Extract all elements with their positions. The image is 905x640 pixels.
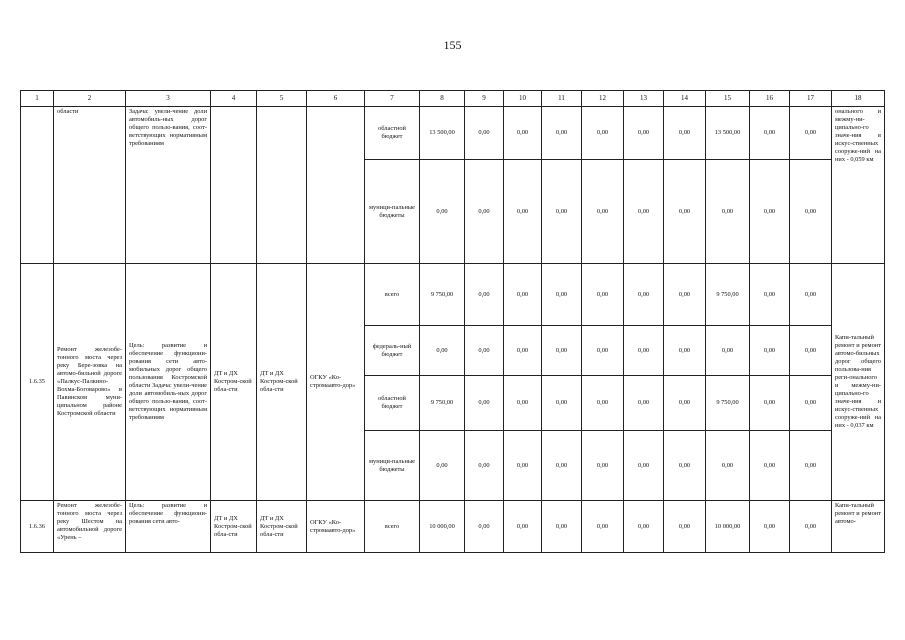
- cell-value: 13 500,00: [420, 107, 465, 160]
- col-header: 2: [54, 91, 126, 107]
- cell-value: 0,00: [624, 107, 664, 160]
- col-header: 7: [365, 91, 420, 107]
- cell-value: 0,00: [542, 264, 582, 326]
- cell-value: 0,00: [664, 501, 706, 553]
- cell-value: 9 750,00: [420, 264, 465, 326]
- cell-value: 0,00: [790, 264, 832, 326]
- cell-value: 0,00: [624, 264, 664, 326]
- cell-source: всего: [365, 264, 420, 326]
- cell-value: 0,00: [582, 160, 624, 264]
- cell-value: 0,00: [706, 326, 750, 376]
- cell-value: 0,00: [706, 431, 750, 501]
- cell-c6: [307, 107, 365, 264]
- cell-value: 0,00: [582, 264, 624, 326]
- cell-value: 0,00: [504, 501, 542, 553]
- cell-value: 0,00: [790, 160, 832, 264]
- cell-number: 1.6.36: [21, 501, 54, 553]
- col-header: 12: [582, 91, 624, 107]
- cell-value: 13 500,00: [706, 107, 750, 160]
- cell-value: 0,00: [504, 326, 542, 376]
- cell-value: 0,00: [542, 376, 582, 431]
- cell-goal: Задача: увели-чение доли автомобиль-ных дорог общего пользо-вания, соот-ветствующих нормативным требованиям: [126, 107, 211, 264]
- cell-value: 0,00: [624, 326, 664, 376]
- cell-value: 0,00: [504, 107, 542, 160]
- program-table: [20, 90, 885, 553]
- cell-number: 1.6.35: [21, 264, 54, 501]
- cell-value: 0,00: [465, 431, 504, 501]
- cell-value: 0,00: [750, 376, 790, 431]
- cell-value: 0,00: [582, 326, 624, 376]
- col-header: 4: [211, 91, 257, 107]
- cell-value: 0,00: [664, 326, 706, 376]
- col-header: 1: [21, 91, 54, 107]
- cell-value: 0,00: [542, 160, 582, 264]
- cell-value: 0,00: [624, 501, 664, 553]
- cell-value: 0,00: [582, 501, 624, 553]
- cell-goal: Цель: развитие и обеспечение функциони-рования сети авто-: [126, 501, 211, 553]
- cell-value: 0,00: [664, 376, 706, 431]
- cell-value: 10 000,00: [420, 501, 465, 553]
- cell-c4: ДТ и ДХ Костром-ской обла-сти: [211, 501, 257, 553]
- col-header: 13: [624, 91, 664, 107]
- table-row: [21, 264, 885, 326]
- cell-value: 0,00: [542, 431, 582, 501]
- cell-value: 0,00: [420, 326, 465, 376]
- cell-value: 0,00: [624, 376, 664, 431]
- cell-value: 0,00: [420, 160, 465, 264]
- cell-value: 0,00: [504, 431, 542, 501]
- col-header: 6: [307, 91, 365, 107]
- cell-c5: [257, 107, 307, 264]
- col-header: 3: [126, 91, 211, 107]
- cell-c4: ДТ и ДХ Костром-ской обла-сти: [211, 264, 257, 501]
- cell-value: 0,00: [664, 431, 706, 501]
- col-header: 5: [257, 91, 307, 107]
- cell-value: 0,00: [750, 431, 790, 501]
- cell-value: 0,00: [706, 160, 750, 264]
- cell-value: 0,00: [790, 326, 832, 376]
- cell-value: 0,00: [542, 107, 582, 160]
- cell-value: 0,00: [465, 376, 504, 431]
- cell-source: федераль-ный бюджет: [365, 326, 420, 376]
- cell-c5: ДТ и ДХ Костром-ской обла-сти: [257, 501, 307, 553]
- table-row: [21, 107, 885, 160]
- header-row: [21, 91, 885, 107]
- cell-value: 0,00: [465, 326, 504, 376]
- cell-value: 0,00: [504, 160, 542, 264]
- cell-value: 0,00: [420, 431, 465, 501]
- cell-value: 0,00: [790, 376, 832, 431]
- col-header: 11: [542, 91, 582, 107]
- cell-result: онального и межму-ни-ципально-го значе-ния в искус-ственных сооруже-ний на них - 0,059 км: [832, 107, 885, 264]
- cell-value: 0,00: [750, 160, 790, 264]
- cell-value: 0,00: [790, 501, 832, 553]
- cell-value: 0,00: [582, 107, 624, 160]
- cell-source: областной бюджет: [365, 107, 420, 160]
- cell-value: 0,00: [542, 501, 582, 553]
- col-header: 8: [420, 91, 465, 107]
- cell-value: 0,00: [750, 326, 790, 376]
- page-number: 155: [443, 38, 462, 52]
- cell-value: 0,00: [750, 501, 790, 553]
- cell-value: 0,00: [664, 264, 706, 326]
- cell-value: 9 750,00: [420, 376, 465, 431]
- cell-value: 0,00: [465, 501, 504, 553]
- cell-value: 0,00: [624, 160, 664, 264]
- cell-number: [21, 107, 54, 264]
- cell-result: Капи-тальный ремонт и ремонт автомо-: [832, 501, 885, 553]
- cell-c6: ОГКУ «Ко-стромаавто-дор»: [307, 264, 365, 501]
- cell-value: 0,00: [465, 264, 504, 326]
- col-header: 18: [832, 91, 885, 107]
- col-header: 10: [504, 91, 542, 107]
- cell-source: областной бюджет: [365, 376, 420, 431]
- table-row: [21, 501, 885, 553]
- cell-value: 0,00: [582, 431, 624, 501]
- cell-name: Ремонт железобе-тонного моста через реку Шестом на автомобильной дороге «Урень –: [54, 501, 126, 553]
- cell-value: 0,00: [624, 431, 664, 501]
- cell-value: 0,00: [790, 107, 832, 160]
- cell-source: всего: [365, 501, 420, 553]
- cell-value: 0,00: [750, 107, 790, 160]
- cell-c5: ДТ и ДХ Костром-ской обла-сти: [257, 264, 307, 501]
- col-header: 17: [790, 91, 832, 107]
- cell-value: 0,00: [750, 264, 790, 326]
- cell-goal: Цель: развитие и обеспечение функциони-рования сети авто-мобильных дорог общего пользования Костромской области Задача: увели-чение доли автомобиль-ных дорог общего пользо-вания, соот-ветствующих нормативным требованиям: [126, 264, 211, 501]
- col-header: 9: [465, 91, 504, 107]
- cell-source: муници-пальные бюджеты: [365, 160, 420, 264]
- col-header: 15: [706, 91, 750, 107]
- col-header: 16: [750, 91, 790, 107]
- cell-value: 0,00: [664, 160, 706, 264]
- cell-value: 0,00: [504, 376, 542, 431]
- cell-value: 0,00: [542, 326, 582, 376]
- cell-value: 9 750,00: [706, 376, 750, 431]
- cell-value: 0,00: [582, 376, 624, 431]
- cell-c6: ОГКУ «Ко-стромаавто-дор»: [307, 501, 365, 553]
- cell-value: 9 750,00: [706, 264, 750, 326]
- col-header: 14: [664, 91, 706, 107]
- cell-source: муници-пальные бюджеты: [365, 431, 420, 501]
- cell-result: Капи-тальный ремонт и ремонт автомо-бильных дорог общего пользова-ния реги-онального и межму-ни-ципально-го значе-ния и искус-ственных сооруже-ний на них - 0,037 км: [832, 264, 885, 501]
- cell-value: 0,00: [465, 160, 504, 264]
- cell-value: 0,00: [504, 264, 542, 326]
- cell-value: 0,00: [664, 107, 706, 160]
- cell-name: области: [54, 107, 126, 264]
- cell-value: 10 000,00: [706, 501, 750, 553]
- cell-value: 0,00: [465, 107, 504, 160]
- cell-c4: [211, 107, 257, 264]
- cell-name: Ремонт железобе-тонного моста через реку Бере-зовка на автомо-бильной дороге «Палкус-Палкино-Вохма-Боговарово» в Павинском муни-ципальном районе Костромской области: [54, 264, 126, 501]
- cell-value: 0,00: [790, 431, 832, 501]
